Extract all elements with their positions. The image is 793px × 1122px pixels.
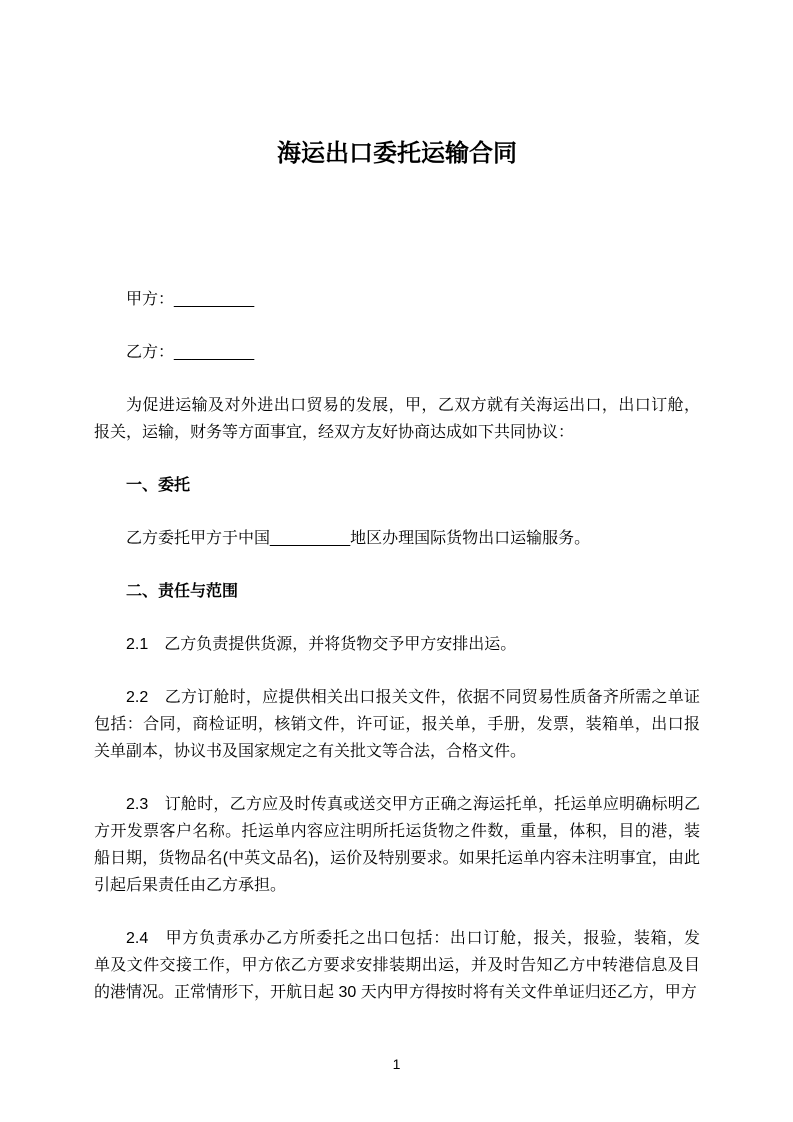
page-number: 1 xyxy=(392,1056,401,1072)
clause-2-4-line-2: 单及文件交接工作，甲方依乙方要求安排装期出运，并及时告知乙方中转港信息及目 xyxy=(94,957,700,974)
clause-1-1: 乙方委托甲方于中国_________地区办理国际货物出口运输服务。 xyxy=(126,530,591,547)
party-a-blank-field: _________ xyxy=(174,291,255,308)
clause-2-4 xyxy=(94,925,700,1006)
party-b-line xyxy=(94,339,700,366)
clause-2-1: 2.1 乙方负责提供货源，并将货物交予甲方安排出运。 xyxy=(126,636,517,653)
party-a-label: 甲方： xyxy=(126,291,175,308)
clause-2-4-line-3: 的港情况。正常情形下，开航日起 30 天内甲方得按时将有关文件单证归还乙方，甲方 xyxy=(94,984,697,1001)
document-title: 海运出口委托运输合同 xyxy=(277,140,517,167)
clause-2-3: 2.3 订舱时，乙方应及时传真或送交甲方正确之海运托单，托运单应明确标明乙方开发票客户名称。托运单内容应注明所托运货物之件数，重量，体积，目的港，装船日期，货物品名(中英文品名)，运价及特别要求。如果托运单内容未注明事宜，由此引起后果责任由乙方承担。 xyxy=(94,796,700,894)
clause-2-4-line-1: 2.4 甲方负责承办乙方所委托之出口包括：出口订舱，报关，报验，装箱，发 xyxy=(126,930,700,947)
clause-2-2: 2.2 乙方订舱时，应提供相关出口报关文件，依据不同贸易性质备齐所需之单证包括：合同，商检证明，核销文件，许可证，报关单，手册，发票，装箱单，出口报关单副本，协议书及国家规定之有关批文等合法，合格文件。 xyxy=(94,689,700,760)
section-1-heading: 一、委托 xyxy=(126,477,191,494)
party-a-line xyxy=(94,286,700,313)
party-b-blank-field: _________ xyxy=(174,344,255,361)
party-b-label: 乙方： xyxy=(126,344,175,361)
section-2-heading: 二、责任与范围 xyxy=(126,583,239,600)
intro-paragraph: 为促进运输及对外进出口贸易的发展，甲，乙双方就有关海运出口，出口订舱，报关，运输，财务等方面事宜，经双方友好协商达成如下共同协议： xyxy=(94,397,700,441)
